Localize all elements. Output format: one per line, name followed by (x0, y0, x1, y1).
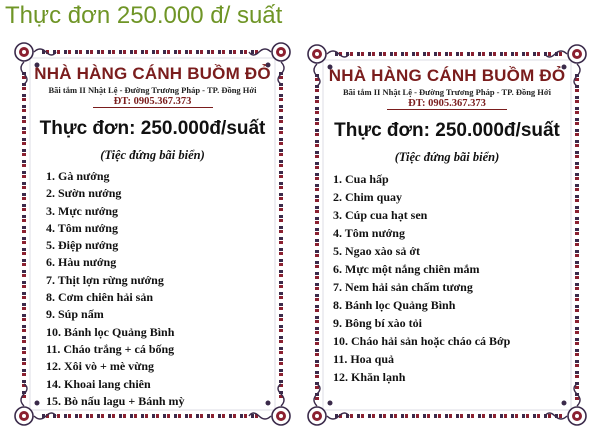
menu-item: 5. Điệp nướng (46, 238, 119, 253)
menu-list (333, 170, 510, 386)
menu-card-right (303, 40, 591, 430)
menu-item: 1. Cua hấp (333, 172, 389, 186)
menu-title: Thực đơn: 250.000đ/suất (334, 120, 560, 141)
menu-item: 7. Thịt lợn rừng nướng (46, 272, 164, 287)
restaurant-phone: ĐT: 0905.367.373 (10, 96, 295, 108)
menu-item: 4. Tôm nướng (46, 220, 118, 235)
menu-item: 11. Cháo trắng + cá bống (46, 341, 175, 356)
menu-title: Thực đơn: 250.000đ/suất (39, 118, 266, 139)
menu-subtitle: (Tiệc đứng bãi biển) (394, 150, 500, 164)
menu-item: 2. Sườn nướng (46, 186, 122, 201)
menu-item: 9. Bông bí xào tỏi (333, 316, 423, 330)
menu-item: 6. Hàu nướng (46, 255, 117, 270)
menu-item: 12. Xôi vò + mè vừng (46, 359, 155, 374)
restaurant-name: NHÀ HÀNG CÁNH BUỒM ĐỎ (328, 66, 566, 85)
menu-item: 1. Gà nướng (46, 169, 110, 183)
menu-item: 6. Mực một nắng chiên mắm (333, 262, 480, 276)
menu-item: 3. Cúp cua hạt sen (333, 208, 428, 222)
menu-item: 12. Khăn lạnh (333, 370, 406, 384)
menu-item: 14. Khoai lang chiên (46, 376, 151, 391)
menu-item: 7. Nem hải sản chấm tương (333, 280, 473, 294)
restaurant-address: Bãi tắm II Nhật Lệ - Đường Trương Pháp - TP. Đồng Hới (48, 85, 257, 95)
page-title: Thực đơn 250.000 đ/ suất (5, 2, 283, 29)
restaurant-address: Bãi tắm II Nhật Lệ - Đường Trương Pháp - TP. Đồng Hới (343, 87, 551, 97)
menu-item: 15. Bò nấu lagu + Bánh mỳ (46, 393, 185, 408)
menu-item: 10. Bánh lọc Quảng Bình (46, 324, 175, 339)
menu-card-left (10, 38, 295, 430)
menu-subtitle: (Tiệc đứng bãi biển) (100, 148, 205, 162)
menu-item: 3. Mực nướng (46, 203, 119, 218)
menu-item: 9. Súp nấm (46, 307, 104, 322)
menu-item: 10. Cháo hải sản hoặc cháo cá Bớp (333, 334, 511, 348)
menu-item: 11. Hoa quả (333, 352, 395, 366)
menu-list (46, 168, 185, 410)
menu-item: 8. Bánh lọc Quảng Bình (333, 298, 456, 312)
restaurant-phone: ĐT: 0905.367.373 (303, 98, 591, 110)
menu-item: 4. Tôm nướng (333, 226, 405, 240)
menu-item: 2. Chim quay (333, 190, 403, 204)
restaurant-name: NHÀ HÀNG CÁNH BUỒM ĐỎ (34, 64, 271, 83)
menu-item: 8. Cơm chiên hải sản (46, 290, 153, 305)
menu-item: 5. Ngao xào sả ớt (333, 244, 420, 258)
